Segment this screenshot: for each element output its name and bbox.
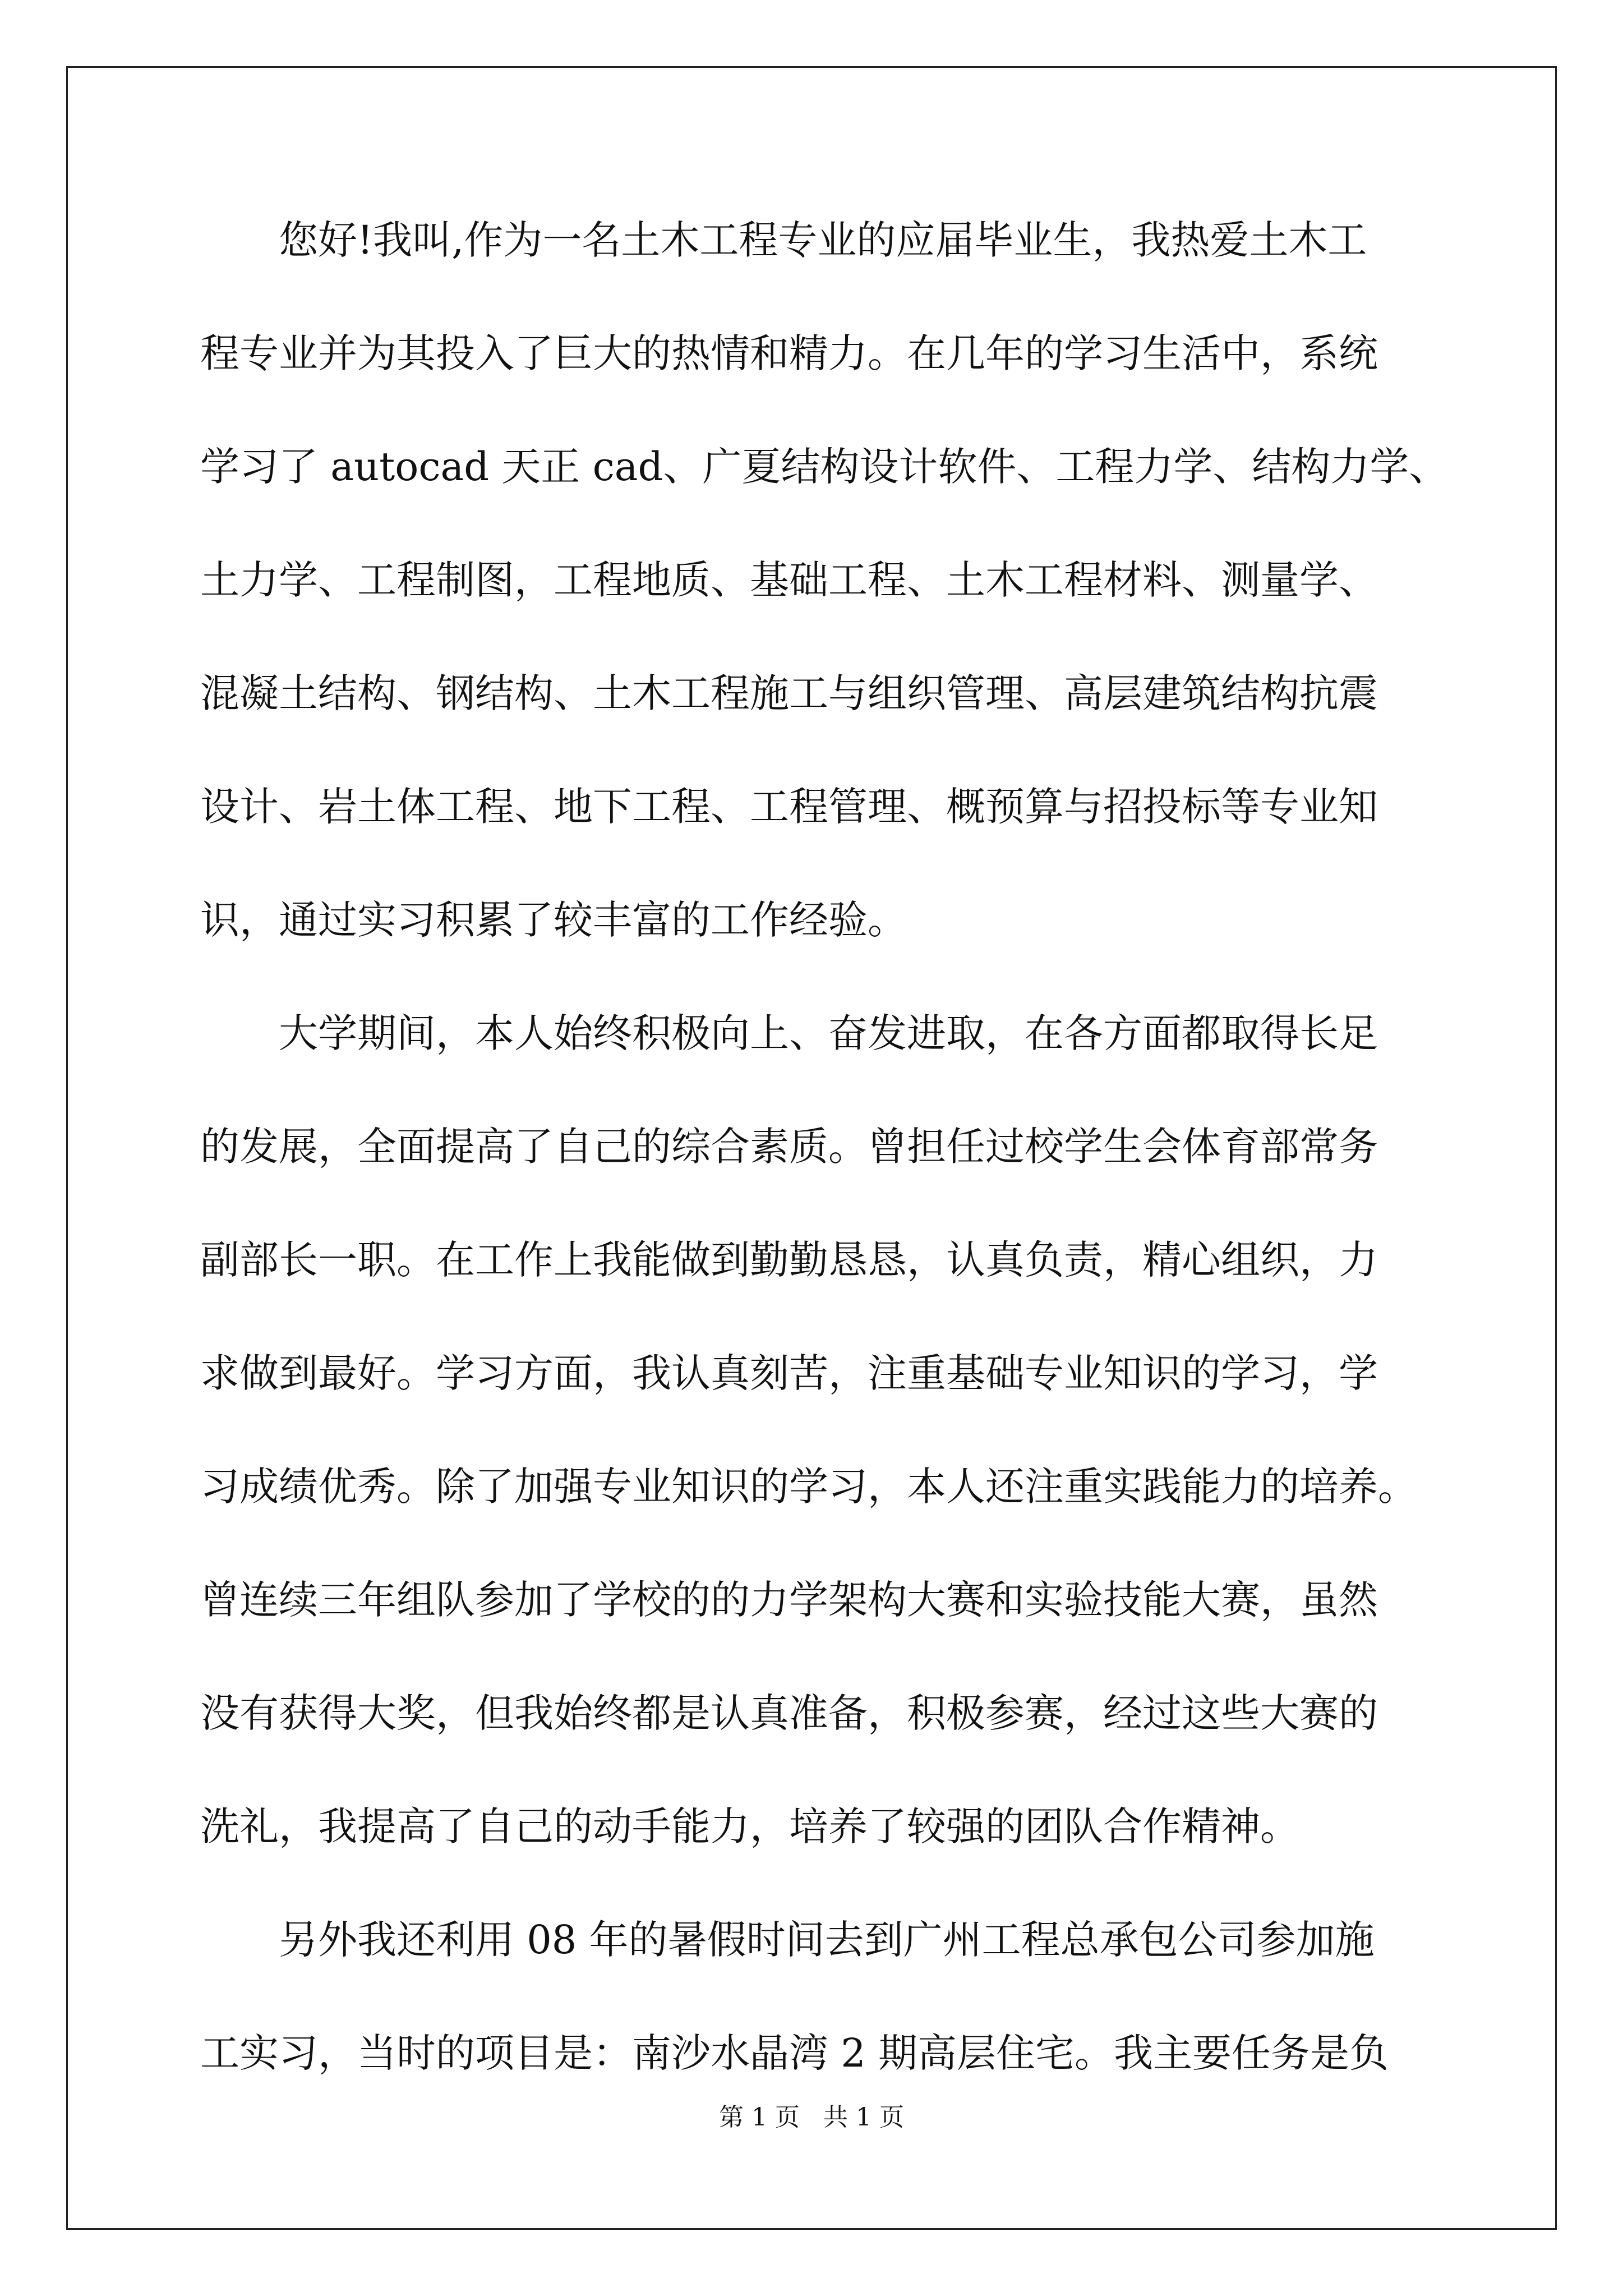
text-line: 设计、岩土体工程、地下工程、工程管理、概预算与招投标等专业知 — [200, 784, 1378, 830]
text-line: 程专业并为其投入了巨大的热情和精力。在几年的学习生活中，系统 — [200, 330, 1378, 376]
text-line: 的发展，全面提高了自己的综合素质。曾担任过校学生会体育部常务 — [200, 1124, 1378, 1170]
page-footer: 第 1 页 共 1 页 — [719, 2103, 904, 2132]
text-line: 识，通过实习积累了较丰富的工作经验。 — [200, 897, 907, 943]
text-line: 习成绩优秀。除了加强专业知识的学习，本人还注重实践能力的培养。 — [200, 1464, 1417, 1510]
text-line: 您好!我叫,作为一名土木工程专业的应届毕业生，我热爱土木工 — [200, 217, 1367, 263]
text-line: 曾连续三年组队参加了学校的的力学架构大赛和实验技能大赛，虽然 — [200, 1577, 1378, 1623]
text-line: 求做到最好。学习方面，我认真刻苦，注重基础专业知识的学习，学 — [200, 1350, 1378, 1396]
text-line: 没有获得大奖，但我始终都是认真准备，积极参赛，经过这些大赛的 — [200, 1690, 1378, 1736]
text-line: 大学期间，本人始终积极向上、奋发进取，在各方面都取得长足 — [200, 1010, 1378, 1056]
text-line: 工实习，当时的项目是：南沙水晶湾 2 期高层住宅。我主要任务是负 — [200, 2030, 1389, 2076]
text-line: 副部长一职。在工作上我能做到勤勤恳恳，认真负责，精心组织，力 — [200, 1237, 1378, 1283]
text-line: 学习了 autocad 天正 cad、广夏结构设计软件、工程力学、结构力学、 — [200, 444, 1449, 490]
text-line: 混凝土结构、钢结构、土木工程施工与组织管理、高层建筑结构抗震 — [200, 670, 1378, 716]
text-line: 另外我还利用 08 年的暑假时间去到广州工程总承包公司参加施 — [200, 1917, 1375, 1963]
text-line: 土力学、工程制图，工程地质、基础工程、土木工程材料、测量学、 — [200, 557, 1378, 603]
text-line: 洗礼，我提高了自己的动手能力，培养了较强的团队合作精神。 — [200, 1803, 1299, 1849]
